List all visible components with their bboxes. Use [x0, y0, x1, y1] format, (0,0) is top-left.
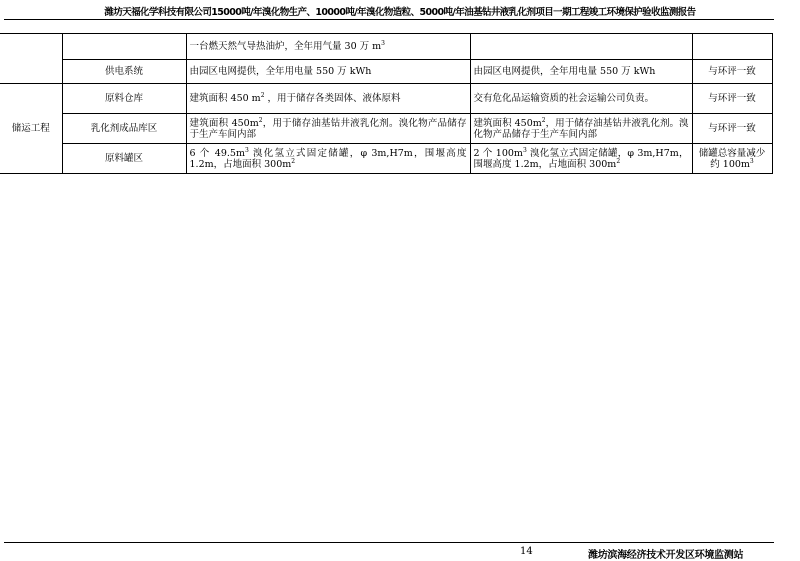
eia-description-cell: 由园区电网提供，全年用电量 550 万 kWh: [186, 60, 470, 84]
table-row: [0, 114, 772, 144]
footer-organization: 潍坊滨海经济技术开发区环境监测站: [588, 550, 744, 561]
text-fragment: 2 个 100m: [473, 147, 523, 159]
note-cell: 与环评一致: [692, 114, 772, 144]
report-header-title: 潍坊天福化学科技有限公司15000吨/年溴化物生产、10000吨/年溴化物造粒、5000吨/年油基钻井液乳化剂项目一期工程竣工环境保护验收监测报告: [104, 7, 696, 18]
superscript: 2: [616, 157, 621, 165]
text-fragment: 建筑面积 450 m: [189, 93, 261, 104]
actual-description-cell: [470, 114, 692, 144]
superscript: 2: [258, 116, 263, 124]
note-cell: [692, 34, 772, 60]
eia-description-cell: [186, 84, 470, 114]
page-number: 14: [520, 546, 533, 557]
superscript: 3: [381, 39, 385, 47]
category-cell: 储运工程: [0, 84, 62, 174]
superscript: 2: [291, 157, 296, 165]
text-fragment: 储罐总容量减少约 100m: [698, 147, 766, 170]
footer-rule: [4, 542, 774, 543]
text-fragment: 溴化氢立式固定储罐，φ 3m,H7m，围堰高度 1.2m，占地面积 300m: [189, 147, 467, 170]
superscript: 3: [749, 157, 754, 165]
eia-description-cell: [186, 144, 470, 174]
text-fragment: 6 个 49.5m: [189, 147, 245, 159]
item-name-cell-blank: [62, 34, 186, 60]
text-fragment: 建筑面积 450m: [189, 117, 259, 129]
text-fragment: ，用于储存油基钻井液乳化剂。溴化物产品储存于生产车间内部: [189, 117, 467, 140]
superscript: 2: [541, 116, 546, 124]
table-row: [0, 84, 772, 114]
table-row: [0, 144, 772, 174]
superscript: 3: [522, 146, 527, 154]
eia-description-cell: [186, 34, 470, 60]
text-fragment: 建筑面积 450m: [473, 117, 542, 129]
actual-description-cell: 交有危化品运输资质的社会运输公司负责。: [470, 84, 692, 114]
item-name-cell: 乳化剂成品库区: [62, 114, 186, 144]
superscript: 3: [244, 146, 249, 154]
note-cell: 与环评一致: [692, 60, 772, 84]
eia-description-cell: [186, 114, 470, 144]
actual-description-cell: [470, 34, 692, 60]
header-rule: [4, 19, 774, 20]
text-fragment: 溴化氢立式固定储罐，φ 3m,H7m，围堰高度 1.2m，占地面积 300m: [473, 147, 689, 170]
engineering-comparison-table: [0, 33, 773, 174]
item-name-cell: 原料仓库: [62, 84, 186, 114]
superscript: 2: [260, 91, 265, 99]
item-name-cell: 供电系统: [62, 60, 186, 84]
table-row: [0, 60, 772, 84]
text-fragment: ，用于储存各类固体、液体原料: [264, 93, 401, 104]
note-cell: 与环评一致: [692, 84, 772, 114]
category-cell-blank: [0, 34, 62, 84]
table-row: [0, 34, 772, 60]
note-cell: [692, 144, 772, 174]
actual-description-cell: [470, 144, 692, 174]
actual-description-cell: 由园区电网提供，全年用电量 550 万 kWh: [470, 60, 692, 84]
heating-boiler-text: 一台燃天然气导热油炉，全年用气量 30 万 m: [189, 41, 382, 52]
item-name-cell: 原料罐区: [62, 144, 186, 174]
text-fragment: ，用于储存油基钻井液乳化剂。溴化物产品储存于生产车间内部: [473, 117, 689, 140]
